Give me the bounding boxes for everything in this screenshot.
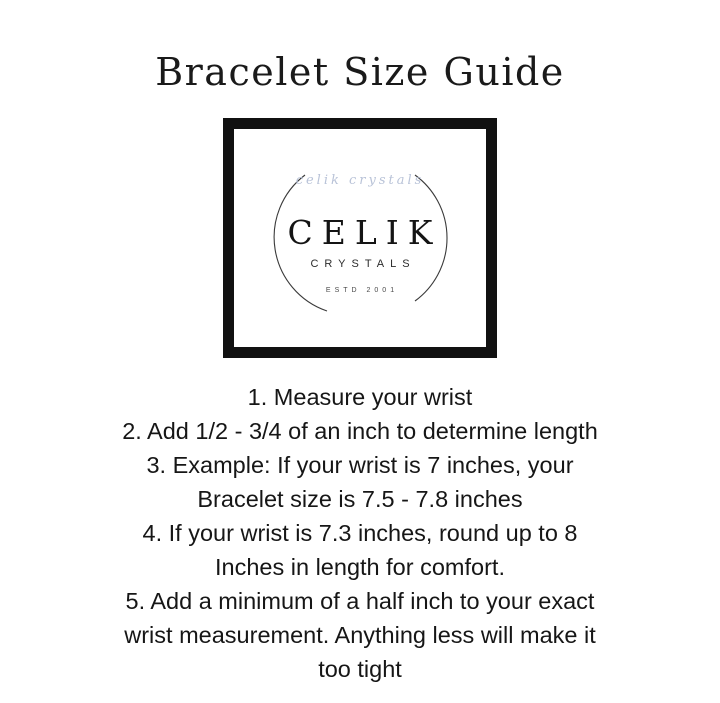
brand-established: ESTD 2001: [325, 286, 399, 294]
instructions-list: [30, 380, 690, 686]
list-item: too tight: [318, 655, 402, 682]
list-item: Inches in length for comfort.: [215, 553, 505, 580]
brand-logo-frame: [223, 118, 497, 358]
list-item: 1. Measure your wrist: [247, 383, 473, 410]
list-item: Bracelet size is 7.5 - 7.8 inches: [197, 485, 523, 512]
list-item: 5. Add a minimum of a half inch to your exact: [125, 587, 595, 614]
page-title: Bracelet Size Guide: [155, 50, 565, 94]
brand-subtitle: CRYSTALS: [310, 257, 416, 270]
list-item: 2. Add 1/2 - 3/4 of an inch to determine length: [122, 417, 598, 444]
brand-name: CELIK: [287, 212, 442, 252]
list-item: 4. If your wrist is 7.3 inches, round up to 8: [142, 519, 578, 546]
brand-logo: [234, 129, 486, 347]
brand-script-text: celik crystals: [295, 172, 425, 188]
list-item: 3. Example: If your wrist is 7 inches, your: [146, 451, 574, 478]
list-item: wrist measurement. Anything less will make it: [124, 621, 596, 648]
